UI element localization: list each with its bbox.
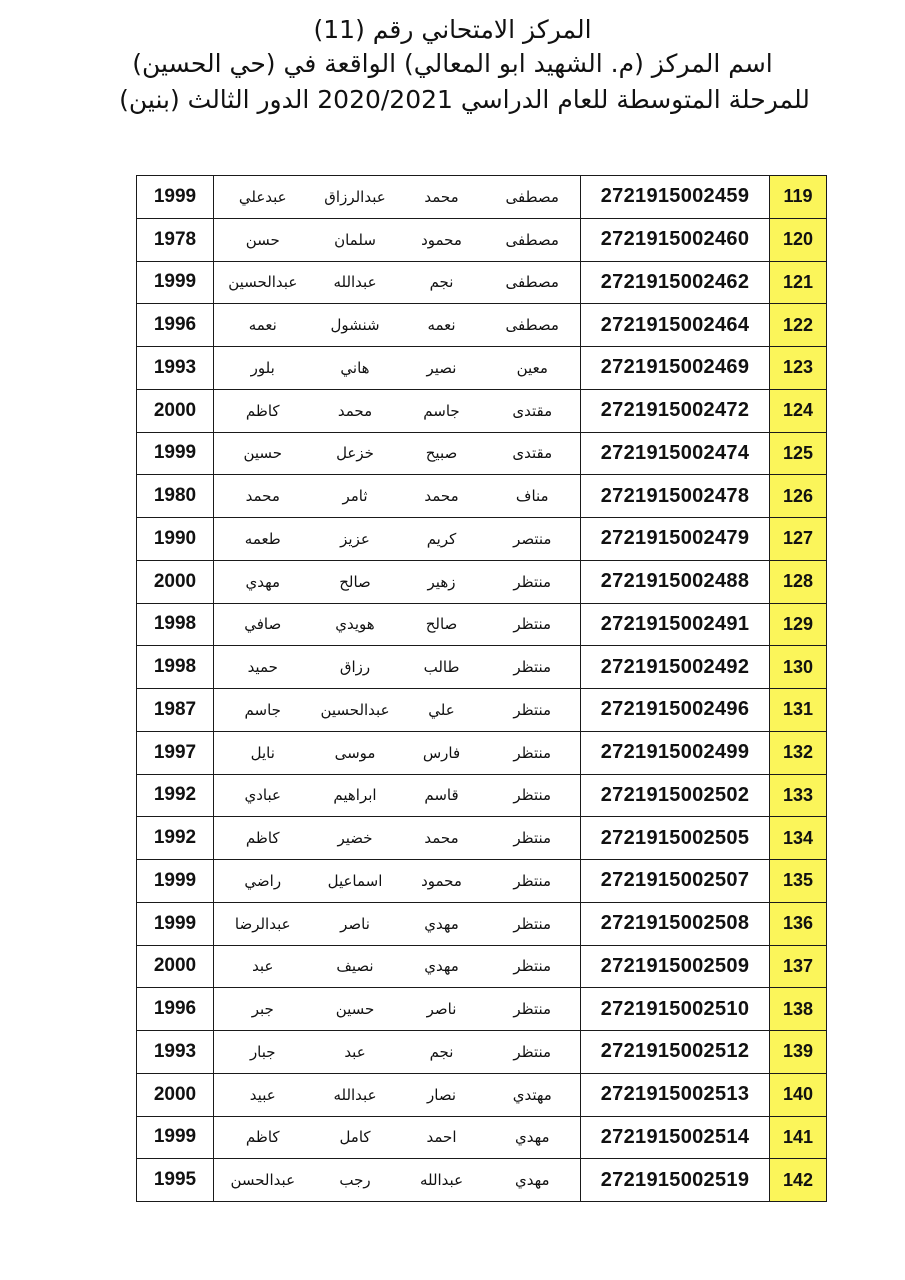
- father-name-cell: نصار: [399, 1073, 485, 1116]
- birth-year-cell: 2000: [137, 560, 214, 603]
- exam-id-cell: 2721915002492: [581, 646, 770, 689]
- row-number-cell: 139: [770, 1031, 827, 1074]
- father-name-cell: قاسم: [399, 774, 485, 817]
- first-name-cell: مقتدى: [485, 389, 581, 432]
- first-name-cell: مقتدى: [485, 432, 581, 475]
- birth-year-cell: 1999: [137, 1116, 214, 1159]
- first-name-cell: منتظر: [485, 988, 581, 1031]
- family-name-cell: صافي: [214, 603, 312, 646]
- grandfather-name-cell: اسماعيل: [312, 860, 399, 903]
- first-name-cell: مهتدي: [485, 1073, 581, 1116]
- exam-id-cell: 2721915002491: [581, 603, 770, 646]
- row-number-cell: 125: [770, 432, 827, 475]
- exam-id-cell: 2721915002512: [581, 1031, 770, 1074]
- birth-year-cell: 1998: [137, 646, 214, 689]
- table-row: [137, 603, 827, 646]
- exam-id-cell: 2721915002472: [581, 389, 770, 432]
- father-name-cell: صبيح: [399, 432, 485, 475]
- father-name-cell: محمد: [399, 176, 485, 219]
- exam-id-cell: 2721915002488: [581, 560, 770, 603]
- exam-stage-year: للمرحلة المتوسطة للعام الدراسي 2020/2021 الدور الثالث (بنين): [119, 85, 810, 114]
- first-name-cell: معين: [485, 347, 581, 390]
- birth-year-cell: 1990: [137, 518, 214, 561]
- father-name-cell: مهدي: [399, 945, 485, 988]
- family-name-cell: نعمه: [214, 304, 312, 347]
- row-number-cell: 136: [770, 902, 827, 945]
- family-name-cell: عبدالرضا: [214, 902, 312, 945]
- father-name-cell: فارس: [399, 731, 485, 774]
- exam-id-cell: 2721915002519: [581, 1159, 770, 1202]
- exam-id-cell: 2721915002478: [581, 475, 770, 518]
- grandfather-name-cell: حسين: [312, 988, 399, 1031]
- grandfather-name-cell: هويدي: [312, 603, 399, 646]
- row-number-cell: 127: [770, 518, 827, 561]
- birth-year-cell: 1978: [137, 218, 214, 261]
- table-row: [137, 518, 827, 561]
- table-row: [137, 817, 827, 860]
- exam-id-cell: 2721915002505: [581, 817, 770, 860]
- row-number-cell: 142: [770, 1159, 827, 1202]
- family-name-cell: طعمه: [214, 518, 312, 561]
- table-row: [137, 347, 827, 390]
- row-number-cell: 123: [770, 347, 827, 390]
- father-name-cell: زهير: [399, 560, 485, 603]
- row-number-cell: 128: [770, 560, 827, 603]
- table-row: [137, 689, 827, 732]
- family-name-cell: كاظم: [214, 1116, 312, 1159]
- grandfather-name-cell: عبدالرزاق: [312, 176, 399, 219]
- row-number-cell: 121: [770, 261, 827, 304]
- table-row: [137, 218, 827, 261]
- exam-id-cell: 2721915002510: [581, 988, 770, 1031]
- first-name-cell: منتظر: [485, 945, 581, 988]
- row-number-cell: 131: [770, 689, 827, 732]
- first-name-cell: مصطفى: [485, 218, 581, 261]
- family-name-cell: عبدالحسين: [214, 261, 312, 304]
- row-number-cell: 135: [770, 860, 827, 903]
- grandfather-name-cell: رزاق: [312, 646, 399, 689]
- first-name-cell: منتظر: [485, 560, 581, 603]
- father-name-cell: نجم: [399, 261, 485, 304]
- grandfather-name-cell: خضير: [312, 817, 399, 860]
- father-name-cell: محمود: [399, 218, 485, 261]
- row-number-cell: 138: [770, 988, 827, 1031]
- first-name-cell: منتظر: [485, 902, 581, 945]
- family-name-cell: نايل: [214, 731, 312, 774]
- birth-year-cell: 1999: [137, 860, 214, 903]
- birth-year-cell: 1995: [137, 1159, 214, 1202]
- row-number-cell: 133: [770, 774, 827, 817]
- row-number-cell: 126: [770, 475, 827, 518]
- father-name-cell: جاسم: [399, 389, 485, 432]
- father-name-cell: محمد: [399, 817, 485, 860]
- grandfather-name-cell: عبد: [312, 1031, 399, 1074]
- family-name-cell: عبد: [214, 945, 312, 988]
- grandfather-name-cell: عبدالحسين: [312, 689, 399, 732]
- table-row: [137, 1031, 827, 1074]
- exam-center-name: اسم المركز (م. الشهيد ابو المعالي) الواقعة في (حي الحسين): [132, 49, 773, 78]
- table-row: [137, 1159, 827, 1202]
- father-name-cell: علي: [399, 689, 485, 732]
- grandfather-name-cell: ابراهيم: [312, 774, 399, 817]
- table-row: [137, 988, 827, 1031]
- grandfather-name-cell: محمد: [312, 389, 399, 432]
- family-name-cell: عبيد: [214, 1073, 312, 1116]
- row-number-cell: 141: [770, 1116, 827, 1159]
- family-name-cell: راضي: [214, 860, 312, 903]
- birth-year-cell: 1987: [137, 689, 214, 732]
- grandfather-name-cell: خزعل: [312, 432, 399, 475]
- exam-id-cell: 2721915002462: [581, 261, 770, 304]
- table-row: [137, 860, 827, 903]
- grandfather-name-cell: عزيز: [312, 518, 399, 561]
- document-header: [0, 12, 905, 118]
- first-name-cell: منتظر: [485, 689, 581, 732]
- exam-id-cell: 2721915002499: [581, 731, 770, 774]
- row-number-cell: 140: [770, 1073, 827, 1116]
- first-name-cell: منتصر: [485, 518, 581, 561]
- first-name-cell: منتظر: [485, 774, 581, 817]
- father-name-cell: محمد: [399, 475, 485, 518]
- exam-id-cell: 2721915002509: [581, 945, 770, 988]
- exam-id-cell: 2721915002502: [581, 774, 770, 817]
- father-name-cell: عبدالله: [399, 1159, 485, 1202]
- row-number-cell: 130: [770, 646, 827, 689]
- table-row: [137, 261, 827, 304]
- exam-id-cell: 2721915002469: [581, 347, 770, 390]
- father-name-cell: طالب: [399, 646, 485, 689]
- father-name-cell: صالح: [399, 603, 485, 646]
- grandfather-name-cell: نصيف: [312, 945, 399, 988]
- table-row: [137, 945, 827, 988]
- table-row: [137, 304, 827, 347]
- exam-id-cell: 2721915002513: [581, 1073, 770, 1116]
- family-name-cell: كاظم: [214, 817, 312, 860]
- first-name-cell: منتظر: [485, 646, 581, 689]
- first-name-cell: مهدي: [485, 1159, 581, 1202]
- father-name-cell: مهدي: [399, 902, 485, 945]
- grandfather-name-cell: موسى: [312, 731, 399, 774]
- birth-year-cell: 1999: [137, 261, 214, 304]
- family-name-cell: مهدي: [214, 560, 312, 603]
- birth-year-cell: 2000: [137, 1073, 214, 1116]
- table-row: [137, 902, 827, 945]
- exam-id-cell: 2721915002479: [581, 518, 770, 561]
- grandfather-name-cell: سلمان: [312, 218, 399, 261]
- birth-year-cell: 1993: [137, 1031, 214, 1074]
- first-name-cell: منتظر: [485, 603, 581, 646]
- family-name-cell: جاسم: [214, 689, 312, 732]
- birth-year-cell: 1992: [137, 774, 214, 817]
- grandfather-name-cell: عبدالله: [312, 261, 399, 304]
- row-number-cell: 120: [770, 218, 827, 261]
- exam-id-cell: 2721915002459: [581, 176, 770, 219]
- table-row: [137, 432, 827, 475]
- father-name-cell: نصير: [399, 347, 485, 390]
- father-name-cell: محمود: [399, 860, 485, 903]
- father-name-cell: كريم: [399, 518, 485, 561]
- exam-id-cell: 2721915002514: [581, 1116, 770, 1159]
- exam-id-cell: 2721915002460: [581, 218, 770, 261]
- family-name-cell: بلور: [214, 347, 312, 390]
- birth-year-cell: 1999: [137, 432, 214, 475]
- family-name-cell: حسن: [214, 218, 312, 261]
- family-name-cell: جبار: [214, 1031, 312, 1074]
- students-table-body: [137, 176, 827, 1202]
- family-name-cell: حسين: [214, 432, 312, 475]
- first-name-cell: منتظر: [485, 860, 581, 903]
- family-name-cell: عبدالحسن: [214, 1159, 312, 1202]
- grandfather-name-cell: شنشول: [312, 304, 399, 347]
- table-row: [137, 1073, 827, 1116]
- birth-year-cell: 1999: [137, 176, 214, 219]
- table-row: [137, 1116, 827, 1159]
- birth-year-cell: 1992: [137, 817, 214, 860]
- father-name-cell: نعمه: [399, 304, 485, 347]
- first-name-cell: مصطفى: [485, 261, 581, 304]
- birth-year-cell: 1996: [137, 988, 214, 1031]
- birth-year-cell: 1999: [137, 902, 214, 945]
- table-row: [137, 176, 827, 219]
- row-number-cell: 124: [770, 389, 827, 432]
- grandfather-name-cell: كامل: [312, 1116, 399, 1159]
- table-row: [137, 646, 827, 689]
- exam-id-cell: 2721915002464: [581, 304, 770, 347]
- first-name-cell: مناف: [485, 475, 581, 518]
- birth-year-cell: 2000: [137, 389, 214, 432]
- exam-id-cell: 2721915002507: [581, 860, 770, 903]
- exam-id-cell: 2721915002508: [581, 902, 770, 945]
- birth-year-cell: 1997: [137, 731, 214, 774]
- row-number-cell: 122: [770, 304, 827, 347]
- exam-center-number: المركز الامتحاني رقم (11): [313, 15, 592, 44]
- grandfather-name-cell: هاني: [312, 347, 399, 390]
- row-number-cell: 129: [770, 603, 827, 646]
- birth-year-cell: 2000: [137, 945, 214, 988]
- grandfather-name-cell: ثامر: [312, 475, 399, 518]
- row-number-cell: 134: [770, 817, 827, 860]
- first-name-cell: مصطفى: [485, 176, 581, 219]
- table-row: [137, 389, 827, 432]
- birth-year-cell: 1993: [137, 347, 214, 390]
- first-name-cell: منتظر: [485, 731, 581, 774]
- students-table: [136, 175, 827, 1202]
- family-name-cell: كاظم: [214, 389, 312, 432]
- exam-id-cell: 2721915002496: [581, 689, 770, 732]
- table-row: [137, 731, 827, 774]
- family-name-cell: محمد: [214, 475, 312, 518]
- table-row: [137, 774, 827, 817]
- family-name-cell: عبدعلي: [214, 176, 312, 219]
- first-name-cell: منتظر: [485, 1031, 581, 1074]
- father-name-cell: ناصر: [399, 988, 485, 1031]
- father-name-cell: نجم: [399, 1031, 485, 1074]
- students-table-container: [136, 175, 826, 1202]
- family-name-cell: جبر: [214, 988, 312, 1031]
- family-name-cell: عبادي: [214, 774, 312, 817]
- table-row: [137, 560, 827, 603]
- first-name-cell: مصطفى: [485, 304, 581, 347]
- first-name-cell: منتظر: [485, 817, 581, 860]
- row-number-cell: 119: [770, 176, 827, 219]
- birth-year-cell: 1996: [137, 304, 214, 347]
- grandfather-name-cell: عبدالله: [312, 1073, 399, 1116]
- exam-id-cell: 2721915002474: [581, 432, 770, 475]
- family-name-cell: حميد: [214, 646, 312, 689]
- row-number-cell: 137: [770, 945, 827, 988]
- father-name-cell: احمد: [399, 1116, 485, 1159]
- birth-year-cell: 1980: [137, 475, 214, 518]
- table-row: [137, 475, 827, 518]
- birth-year-cell: 1998: [137, 603, 214, 646]
- grandfather-name-cell: رجب: [312, 1159, 399, 1202]
- grandfather-name-cell: ناصر: [312, 902, 399, 945]
- first-name-cell: مهدي: [485, 1116, 581, 1159]
- row-number-cell: 132: [770, 731, 827, 774]
- grandfather-name-cell: صالح: [312, 560, 399, 603]
